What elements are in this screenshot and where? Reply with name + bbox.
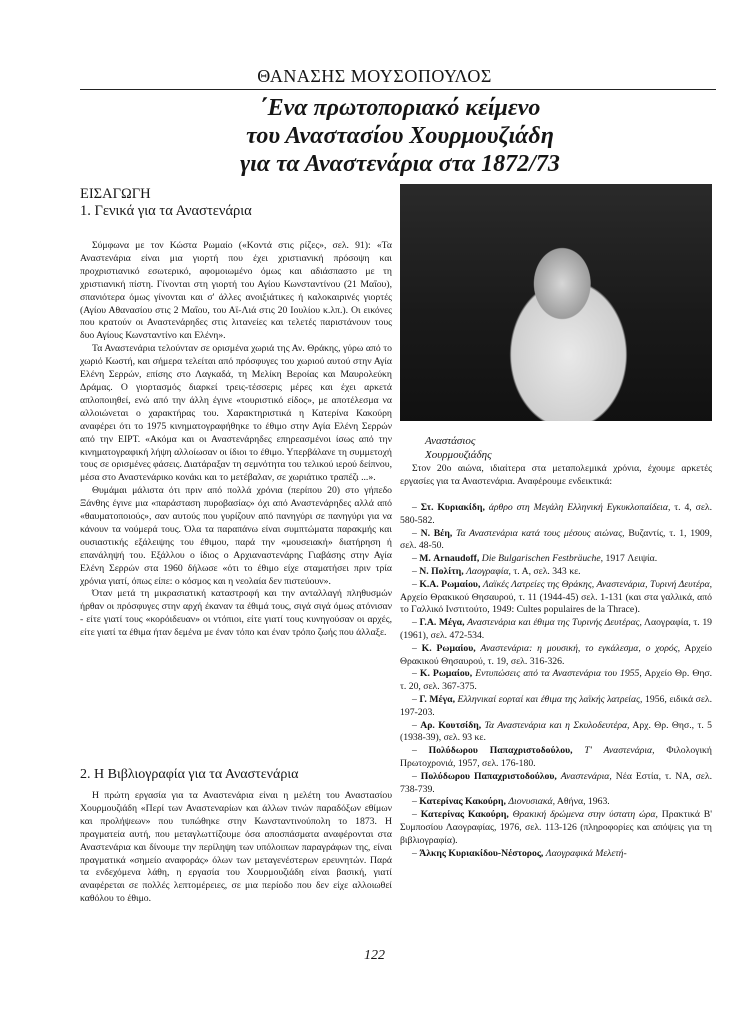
reference-author: Αρ. Κουτσίδη, [420,719,482,731]
reference-item: – Στ. Κυριακίδη, άρθρο στη Μεγάλη Ελληνική Εγκυκλοπαίδεια, τ. 4, σελ. 580-582. [400,502,713,526]
reference-work: Τ' Αναστενάρια, [584,745,655,757]
reference-item: – Αρ. Κουτσίδη, Τα Αναστενάρια και η Σκυλοδευτέρα, Αρχ. Θρ. Θησ., τ. 5 (1938-39), σελ. 93 κε. [400,719,712,744]
reference-item: – Γ. Μέγα, Ελληνικαί εορταί και έθιμα της λαϊκής λατρείας, 1956, ειδικά σελ. 197-203. [400,693,713,718]
reference-author: Κ.Α. Ρωμαίου, [419,578,481,590]
reference-details: τ. 4, σελ. 580-582. [400,502,713,526]
reference-work: Διονυσιακά, [508,796,556,808]
reference-details: Νέα Εστία, τ. ΝΑ, σελ. 738-739. [400,770,712,795]
reference-work: άρθρο στη Μεγάλη Ελληνική Εγκυκλοπαίδεια, [488,502,671,513]
reference-author: Πολύδωρου Παπαχριστοδούλου, [428,745,573,757]
paragraph: Θυμάμαι μάλιστα ότι πριν από πολλά χρόνια (περίπου 20) στο γήπεδο Ξάνθης έγινε μια «παράσταση πυροβασίας» όχι από Αναστενάρηδες αλλά από «θαυματοποιούς», σαν αυτούς που γυρίζουν από πανηγύρι σε πανηγύρι για να κάνουν τα νούμερά τους. Όλα τα παραπάνω είναι συμπτώματα παρακμής και ουσιαστικής εξάλειψης του έθιμου, παρά την «μουσειακή» διατήρηση ή επανάληψή του. Εξάλλου ο ίδιος ο Αρχιαναστενάρης Γιαβάσης στην Αγία Ελένη Σερρών στα 1960 δήλωσε «ότι το έθιμο είχε σταματήσει πριν τρία χρόνια γιατί, όπως είπε: ο κόσμος και η νεολαία δεν πιστεύουν». [80,485,392,587]
reference-work: Λαϊκές Λατρείες της Θράκης, Αναστενάρια, Τυρινή Δευτέρα, [482,578,713,590]
reference-details: Βυζαντίς, τ. 1, 1909, σελ. 48-50. [400,527,713,552]
article-title [100,94,700,178]
reference-item: – Πολύδωρου Παπαχριστοδούλου, Τ' Αναστενάρια, Φιλολογική Πρωτοχρονιά, 1957, σελ. 176-180. [400,745,712,769]
reference-author: Μ. Arnaudoff, [419,553,480,565]
reference-details: 1956, ειδικά σελ. 197-203. [400,693,713,718]
reference-details: Αρχείο Θρακικού Θησαυρού, τ. 11 (1944-45) σελ. 1-131 (και στα γαλλικά, από το Γαλλικό Ινστιτούτο, 1949: Cultes populaires de la Thrace). [400,591,712,616]
reference-details: Αρχ. Θρ. Θησ., τ. 5 (1938-39), σελ. 93 κε. [400,719,712,744]
reference-work: Εντυπώσεις από τα Αναστενάρια του 1955, [475,668,642,680]
reference-details: Πρακτικά Β' Συμποσίου Λαογραφίας, 1976, σελ. 113-126 (πληροφορίες και απόψεις για τη βιβλιογραφία). [400,809,712,846]
reference-details: Αρχείο Θρ. Θησ. τ. 20, σελ. 367-375. [400,668,713,693]
reference-item: – Κατερίνας Κακούρη, Θρακική δρώμενα στην ύστατη ώρα, Πρακτικά Β' Συμποσίου Λαογραφίας, 1976, σελ. 113-126 (πληροφορίες και απόψεις για τη βιβλιογραφία). [400,809,712,846]
subsection-heading: 1. Γενικά για τα Αναστενάρια [80,203,252,219]
reference-item: – Κ. Ρωμαίου, Εντυπώσεις από τα Αναστενάρια του 1955, Αρχείο Θρ. Θησ. τ. 20, σελ. 367-375. [400,668,713,693]
reference-item: – Ν. Βέη, Τα Αναστενάρια κατά τους μέσους αιώνας, Βυζαντίς, τ. 1, 1909, σελ. 48-50. [400,527,713,552]
right-column [400,463,712,489]
reference-item: – Κ. Ρωμαίου, Αναστενάρια: η μουσική, το εγκάλεσμα, ο χορός, Αρχείο Θρακικού Θησαυρού, τ. 19, σελ. 316-326. [400,642,713,667]
reference-item: – Πολύδωρου Παπαχριστοδούλου, Αναστενάρια, Νέα Εστία, τ. ΝΑ, σελ. 738-739. [400,770,712,795]
reference-work: Die Bulgarischen Festbräuche, [481,553,604,565]
reference-work: Αναστενάρια, [560,770,612,782]
reference-author: Κατερίνας Κακούρη, [419,796,506,808]
reference-work: Θρακική δρώμενα στην ύστατη ώρα, [512,809,658,821]
reference-work: Τα Αναστενάρια και η Σκυλοδευτέρα, [484,719,630,731]
section-1-heading [80,186,252,220]
reference-work: Αναστενάρια: η μουσική, το εγκάλεσμα, ο χορός, [480,642,681,654]
title-line: του Αναστασίου Χουρμουζιάδη [246,123,554,149]
caption-line: Αναστάσιος [425,435,476,447]
reference-details: Λαογραφία, τ. 19 (1961), σελ. 472-534. [400,617,713,641]
reference-work: Λαογραφία, [466,565,511,577]
reference-list [400,502,712,860]
reference-item: – Μ. Arnaudoff, Die Bulgarischen Festbräuche, 1917 Λειψία. [412,553,658,565]
reference-work: Λαογραφικά Μελετή- [545,847,627,859]
portrait-photo [400,184,712,421]
reference-author: Γ.Α. Μέγα, [419,617,465,629]
photo-caption [425,434,492,462]
reference-details: 1917 Λειψία. [605,553,658,565]
reference-item: – Γ.Α. Μέγα, Αναστενάρια και έθιμα της Τυρινής Δευτέρας, Λαογραφία, τ. 19 (1961), σελ. 472-534. [400,617,713,641]
reference-details: Αρχείο Θρακικού Θησαυρού, τ. 19, σελ. 316-326. [400,642,713,667]
paragraph: Όταν μετά τη μικρασιατική καταστροφή και την ανταλλαγή πληθυσμών ήρθαν οι πρόσφυγες στην αρχή έκαναν τα έθιμά τους, σιγά σιγά όμως ατόνισαν - είτε γιατί τους «κορόιδευαν» οι ντόπιοι, είτε γιατί τους κυνηγούσαν οι αρχές, είτε γιατί τα έθιμα ήταν δεμένα με έναν τόπο και έναν τρόπο ζωής που άλλαξε. [80,588,392,639]
paragraph: Σύμφωνα με τον Κώστα Ρωμαίο («Κοντά στις ρίζες», σελ. 91): «Τα Αναστενάρια είναι μια γιορτή που έχει χριστιανική πρόσοψη και προχριστιανικό εσωτερικό, αφομοιωμένο όμως και αδιάσπαστο με τη χριστιανική πίστη. Γίνονται στη γιορτή του Αγίου Κωνσταντίνου (21 Μαΐου), σπανιότερα όμως γίνονται και σ' άλλες ανοιξιάτικες ή καλοκαιρινές γιορτές (Αγίου Αθανασίου στις 2 Μαΐου, του Αϊ-Λιά στις 20 Ιουλίου κ.λπ.). Οι εικόνες που κρατούν οι Αναστενάρηδες στις λιτανείες και τελετές παριστάνουν τους δυο Αγίους Κωνσταντίνο και Ελένη». [80,240,392,342]
reference-item: – Κατερίνας Κακούρη, Διονυσιακά, Αθήνα, 1963. [412,796,610,808]
reference-author: Άλκης Κυριακίδου-Νέστορος, [419,847,544,859]
paragraph: Τα Αναστενάρια τελούνταν σε ορισμένα χωριά της Αν. Θράκης, γύρω από το χωριό Κωστή, και σήμερα τελείται από πρόσφυγες του χωριού αυτού στην Αγία Ελένη Σερρών, επίσης στο Λαγκαδά, τη Μελίκη Βεροίας και Μαυρολεύκη Δράμας. Ο γιορτασμός διαρκεί τρεις-τέσσερις μέρες και έχει αρκετά απλοποιηθεί, ενώ από την άλλη έγινε «τουριστικό είδος», με αποτέλεσμα να αλλοιώνεται ο χαρακτήρας του. Χαρακτηριστικά η Κατερίνα Κακούρη αναφέρει ότι το 1975 κινηματογραφήθηκε το έθιμο στην Αγία Ελένη Σερρών από την ΕΙΡΤ. «Ακόμα και οι Αναστενάρηδες επηρεασμένοι ίσως από την κινηματογραφική λήψη αλλοίωσαν οι ίδιοι το έθιμο. Υπερβάλανε τη συμμετοχή τους σε ορισμένες φάσεις. Διατάραξαν τη σεμνότητα του τελικού ιερού δείπνου, μέσα στο Αναστενάρικο κονάκι και το μετέβαλαν, σε χωριάτικο τραπέζι ...». [80,343,392,484]
reference-author: Γ. Μέγα, [419,693,455,705]
paragraph: Στον 20ο αιώνα, ιδιαίτερα στα μεταπολεμικά χρόνια, έχουμε αρκετές εργασίες για τα Αναστενάρια. Αναφέρουμε ενδεικτικά: [400,463,712,487]
title-line: για τα Αναστενάρια στα 1872/73 [240,151,560,177]
reference-author: Κ. Ρωμαίου, [421,642,476,654]
reference-work: Τα Αναστενάρια κατά τους μέσους αιώνας, [455,527,625,539]
reference-work: Αναστενάρια και έθιμα της Τυρινής Δευτέρας, [467,617,642,629]
reference-author: Πολύδωρου Παπαχριστοδούλου, [420,770,557,782]
reference-author: Στ. Κυριακίδη, [420,502,485,513]
header-rule [80,89,716,90]
reference-author: Κ. Ρωμαίου, [419,668,473,680]
caption-line: Χουρμουζιάδης [425,449,492,461]
left-column-bottom [80,790,392,906]
paragraph: Η πρώτη εργασία για τα Αναστενάρια είναι η μελέτη του Αναστασίου Χουρμουζιάδη «Περί των Αναστεναρίων και άλλων τινών παραδόξων εθίμων και προλήψεων» που τυπώθηκε στην Κωνσταντινούπολη το 1873. Η πραγματεία αυτή, που μεταγλωττίζουμε όσα αποσπάσματα αναφέρονται στα Αναστενάρια και δίνουμε την περίληψη των υπόλοιπων παραγράφων της, είναι πραγματικά «σημείο αναφοράς» όλων των μεταγενέστερων ερευνητών. Παρά τα ενδεχόμενα λάθη, η εργασία του Χουρμουζιάδη είναι βασική, γιατί αναφέρεται σε πολλές λεπτομέρειες, σε μια περίοδο που δεν είχε αλλοιωθεί καθόλου το έθιμο. [80,790,392,905]
reference-item: – Άλκης Κυριακίδου-Νέστορος, Λαογραφικά Μελετή- [412,847,627,859]
reference-details: τ. Α, σελ. 343 κε. [513,565,581,577]
left-column [80,240,392,640]
page-number: 122 [364,948,385,963]
author-name: ΘΑΝΑΣΗΣ ΜΟΥΣΟΠΟΥΛΟΣ [257,66,492,86]
reference-author: Ν. Πολίτη, [419,565,464,577]
reference-details: Αθήνα, 1963. [556,796,610,808]
intro-heading: ΕΙΣΑΓΩΓΗ [80,186,151,202]
reference-item: – Ν. Πολίτη, Λαογραφία, τ. Α, σελ. 343 κε. [412,565,581,577]
section-2-heading: 2. Η Βιβλιογραφία για τα Αναστενάρια [80,767,299,782]
reference-author: Ν. Βέη, [420,527,453,539]
reference-author: Κατερίνας Κακούρη, [420,809,509,821]
reference-work: Ελληνικαί εορταί και έθιμα της λαϊκής λατρείας, [457,693,643,705]
reference-item: – Κ.Α. Ρωμαίου, Λαϊκές Λατρείες της Θράκης, Αναστενάρια, Τυρινή Δευτέρα, Αρχείο Θρακικού Θησαυρού, τ. 11 (1944-45) σελ. 1-131 (και στα γαλλικά, από το Γαλλικό Ινστιτούτο, 1949: Cultes populaires de la Thrace). [400,578,713,616]
reference-details: Φιλολογική Πρωτοχρονιά, 1957, σελ. 176-180. [400,745,712,769]
title-line: ΄Ενα πρωτοποριακό κείμενο [259,95,541,121]
